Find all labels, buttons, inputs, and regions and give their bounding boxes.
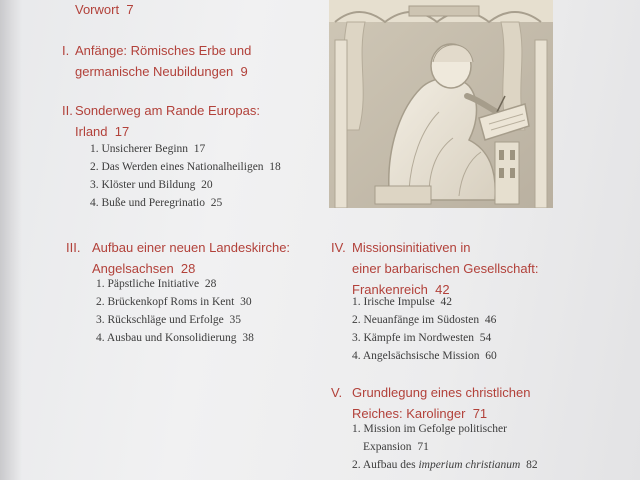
section-label: 1. Päpstliche Initiative xyxy=(96,278,200,290)
list-item xyxy=(352,329,497,347)
chapter-5-page: 71 xyxy=(472,406,488,421)
section-label: 3. Kämpfe im Nordwesten xyxy=(352,332,474,344)
list-item xyxy=(90,194,281,212)
chapter-3-number: III. xyxy=(66,240,81,255)
section-label: 2. Aufbau des xyxy=(352,459,416,471)
list-item xyxy=(352,311,497,329)
page-gutter-shadow xyxy=(0,0,22,480)
section-label: 2. Neuanfänge im Südosten xyxy=(352,314,480,326)
list-item xyxy=(96,275,254,293)
section-page: 20 xyxy=(201,179,213,191)
chapter-5-sections xyxy=(352,420,538,474)
chapter-4-title-line-3: Frankenreich xyxy=(352,282,428,297)
section-page: 35 xyxy=(229,314,241,326)
chapter-3-title xyxy=(92,237,290,279)
toc-vorwort-title: Vorwort xyxy=(75,2,120,17)
section-page: 46 xyxy=(484,314,497,326)
section-page: 30 xyxy=(240,296,252,308)
list-item xyxy=(352,456,538,474)
chapter-2-sections xyxy=(90,140,281,212)
chapter-1-title-line-2: germanische Neubildungen xyxy=(75,64,234,79)
chapter-2-title-line-1: Sonderweg am Rande Europas: xyxy=(75,103,261,118)
section-page: 71 xyxy=(417,441,429,453)
chapter-4-title-line-1: Missionsinitiativen in xyxy=(352,240,471,255)
chapter-4-title xyxy=(352,237,538,300)
chapter-2-page: 17 xyxy=(114,124,130,139)
section-label: 1. Unsicherer Beginn xyxy=(90,143,189,155)
chapter-4-sections xyxy=(352,293,497,365)
chapter-2-number: II. xyxy=(62,103,73,118)
toc-vorwort-page: 7 xyxy=(126,2,134,17)
chapter-1-title xyxy=(75,40,251,82)
section-label: 1. Irische Impulse xyxy=(352,296,435,308)
list-item xyxy=(352,438,538,456)
section-label: 3. Klöster und Bildung xyxy=(90,179,196,191)
chapter-3-page: 28 xyxy=(180,261,196,276)
section-label: 4. Buße und Peregrinatio xyxy=(90,197,205,209)
list-item xyxy=(90,176,281,194)
section-label-cont: Expansion xyxy=(363,441,412,453)
chapter-5-title-line-2: Reiches: Karolinger xyxy=(352,406,466,421)
list-item xyxy=(90,158,281,176)
chapter-1-page: 9 xyxy=(240,64,248,79)
chapter-2-title xyxy=(75,100,260,142)
section-label: 3. Rückschläge und Erfolge xyxy=(96,314,224,326)
scribe-relief-image xyxy=(329,0,553,208)
list-item xyxy=(352,293,497,311)
chapter-3-title-line-1: Aufbau einer neuen Landeskirche: xyxy=(92,240,291,255)
chapter-5-title xyxy=(352,382,531,424)
chapter-5-title-line-1: Grundlegung eines christlichen xyxy=(352,385,531,400)
chapter-4-number: IV. xyxy=(331,240,346,255)
chapter-1-title-line-1: Anfänge: Römisches Erbe und xyxy=(75,43,252,58)
chapter-5-number: V. xyxy=(331,385,343,400)
toc-vorwort xyxy=(75,0,134,20)
chapter-1-number: I. xyxy=(62,43,70,58)
section-page: 25 xyxy=(210,197,223,209)
list-item xyxy=(96,311,254,329)
section-page: 38 xyxy=(242,332,254,344)
section-page: 60 xyxy=(485,350,497,362)
list-item xyxy=(352,420,538,438)
section-page: 17 xyxy=(193,143,206,155)
chapter-2-title-line-2: Irland xyxy=(75,124,108,139)
list-item xyxy=(96,329,254,347)
list-item xyxy=(90,140,281,158)
ivory-relief-illustration xyxy=(329,0,553,208)
section-label: 1. Mission im Gefolge politischer xyxy=(352,423,507,435)
chapter-4-title-line-2: einer barbarischen Gesellschaft: xyxy=(352,261,539,276)
section-page: 82 xyxy=(526,459,538,471)
section-label: 2. Das Werden eines Nationalheiligen xyxy=(90,161,264,173)
section-page: 18 xyxy=(269,161,281,173)
section-page: 42 xyxy=(440,296,452,308)
section-page: 28 xyxy=(204,278,217,290)
section-label: 2. Brückenkopf Roms in Kent xyxy=(96,296,235,308)
chapter-4-page: 42 xyxy=(435,282,450,297)
chapter-3-sections xyxy=(96,275,254,347)
list-item xyxy=(96,293,254,311)
section-label: 4. Angelsächsische Mission xyxy=(352,350,480,362)
list-item xyxy=(352,347,497,365)
section-page: 54 xyxy=(479,332,492,344)
section-label: 4. Ausbau und Konsolidierung xyxy=(96,332,237,344)
section-label-italic: imperium christianum xyxy=(418,459,521,471)
chapter-3-title-line-2: Angelsachsen xyxy=(92,261,174,276)
